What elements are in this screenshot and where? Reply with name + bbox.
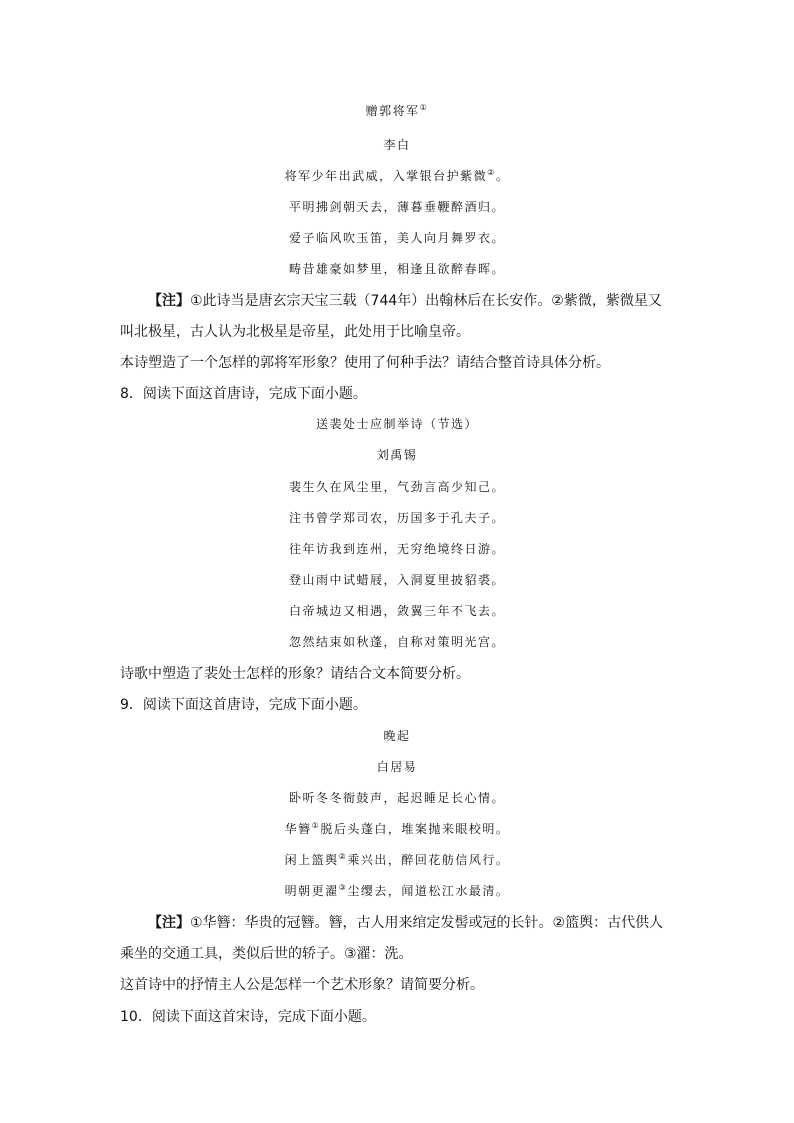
note-line: 乘坐的交通工具，类似后世的轿子。③濯：洗。 xyxy=(120,946,413,962)
poem-author: 白居易 xyxy=(376,760,418,774)
question-intro: 9．阅读下面这首唐诗，完成下面小题。 xyxy=(120,697,367,713)
poem-title: 晚起 xyxy=(383,729,411,743)
poem-line: 明朝更濯③尘缨去，闻道松江水最清。 xyxy=(284,883,510,898)
poem-line: 裴生久在风尘里，气劲言高少知己。 xyxy=(288,480,505,494)
poem-line: 闲上篮舆②乘兴出，醉回花舫信风行。 xyxy=(284,852,510,867)
poem-line: 登山雨中试蜡屐，入洞夏里披貂裘。 xyxy=(288,573,505,587)
poem-line: 将军少年出武威，入掌银台护紫微②。 xyxy=(284,168,510,183)
poem-line: 平明拂剑朝天去，薄暮垂鞭醉酒归。 xyxy=(288,200,505,214)
poem-line: 往年访我到连州，无穷绝境终日游。 xyxy=(288,542,505,556)
note-label: 【注】 xyxy=(148,915,190,931)
question-intro: 8．阅读下面这首唐诗，完成下面小题。 xyxy=(120,386,367,402)
poem-line: 卧听冬冬衙鼓声，起迟睡足长心情。 xyxy=(288,791,505,805)
question-text: 这首诗中的抒情主人公是怎样一个艺术形象？请简要分析。 xyxy=(120,977,484,993)
poem-title: 送裴处士应制举诗（节选） xyxy=(315,417,478,431)
poem-line: 注书曾学郑司农，历国多于孔夫子。 xyxy=(288,511,505,525)
poem-author: 李白 xyxy=(383,138,411,152)
poem-author: 刘禹锡 xyxy=(376,448,418,462)
note-line: 【注】①此诗当是唐玄宗天宝三载（744年）出翰林后在长安作。②紫微，紫微星又 xyxy=(148,293,662,309)
footnote-mark: ③ xyxy=(338,883,348,892)
poem-line: 忽然结束如秋蓬，自称对策明光宫。 xyxy=(288,635,505,649)
poem-title: 赠郭将军① xyxy=(365,103,429,118)
note-line: 【注】①华簪：华贵的冠簪。簪，古人用来绾定发髻或冠的长针。②篮舆：古代供人 xyxy=(148,915,664,931)
note-label: 【注】 xyxy=(148,293,190,309)
poem-line: 爱子临风吹玉笛，美人向月舞罗衣。 xyxy=(288,231,505,245)
poem-line: 华簪①脱后头蓬白，堆案抛来眼校明。 xyxy=(284,821,510,836)
footnote-mark: ② xyxy=(338,852,348,861)
note-line: 叫北极星，古人认为北极星是帝星，此处用于比喻皇帝。 xyxy=(120,324,470,340)
question-intro: 10．阅读下面这首宋诗，完成下面小题。 xyxy=(120,1009,376,1025)
footnote-mark: ① xyxy=(311,821,321,830)
poem-line: 畴昔雄豪如梦里，相逢且欲醉春晖。 xyxy=(288,262,505,276)
question-text: 本诗塑造了一个怎样的郭将军形象？使用了何种手法？请结合整首诗具体分析。 xyxy=(120,355,610,371)
footnote-mark: ② xyxy=(487,168,496,177)
footnote-mark: ① xyxy=(419,103,429,112)
poem-line: 白帝城边又相遇，敛翼三年不飞去。 xyxy=(288,604,505,618)
question-text: 诗歌中塑造了裴处士怎样的形象？请结合文本简要分析。 xyxy=(120,666,470,682)
